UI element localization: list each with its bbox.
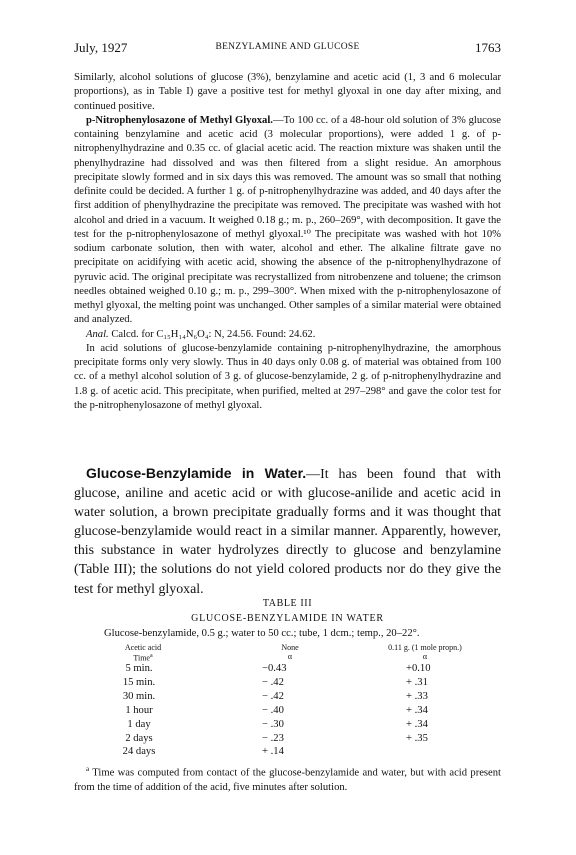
col-acid-header — [370, 643, 480, 661]
footnote-mark: a — [86, 765, 90, 773]
paragraph-acid-solutions: In acid solutions of glucose-benzylamide containing p-nitrophenylhydrazine, the amorphous precipitate forms only very slowly. Thus in 40 days only 0.08 g. of material was obtained from 100 cc. of a methyl alcohol solution of 3 g. of glucose-benzylamide, 2 g. of p-nitrophenylhydrazine and 1.8 g. of acetic acid. This precipitate, when purified, melted at 297–298° and gave the color test for the p-nitrophenylosazone of methyl glyoxal. — [74, 342, 501, 411]
col-none-header-line2: α — [287, 652, 293, 661]
section-title: Glucose-Benzylamide in Water. — [86, 465, 307, 481]
table-cell-time: 1 hour — [125, 704, 153, 716]
footnote-text: Time was computed from contact of the glucose-benzylamide and water, but with acid present from the time of addition of the acid, five minutes after solution. — [74, 767, 501, 793]
analysis-line — [74, 328, 501, 342]
table-cell-acid: + .34 — [406, 704, 428, 716]
table-cell-acid: + .31 — [406, 676, 428, 688]
osazone-heading: p-Nitrophenylosazone of Methyl Glyoxal. — [86, 114, 273, 126]
table-cell-none: − .40 — [262, 704, 284, 716]
table-conditions: Glucose-benzylamide, 0.5 g.; water to 50 cc.; tube, 1 dcm.; temp., 20–22°. — [104, 628, 420, 639]
table-cell-time: 15 min. — [122, 676, 156, 688]
col-acid-header-line2: α — [422, 652, 428, 661]
table-cell-none: −0.43 — [262, 663, 287, 674]
glucose-benzylamide-section — [74, 464, 501, 599]
table-cell-time: 30 min. — [122, 690, 156, 702]
analysis-label: Anal. — [86, 328, 109, 340]
table-caption: TABLE III — [262, 598, 313, 609]
table-cell-time: 5 min. — [125, 663, 153, 674]
paragraph-alcohol-solutions: Similarly, alcohol solutions of glucose (3%), benzylamine and acetic acid (1, 3 and 6 molecular proportions), as in Table I) gave a positive test for methyl glyoxal in one day after mixing, and continued positive. — [74, 72, 501, 112]
page-number: 1763 — [475, 40, 501, 55]
col-none-header — [260, 643, 320, 661]
header-date: July, 1927 — [74, 40, 128, 55]
col-acid-header-line1: 0.11 g. (1 mole propn.) — [388, 643, 462, 652]
table-cell-time: 2 days — [125, 732, 153, 744]
table-cell-acid: + .34 — [406, 718, 428, 730]
table-cell-none: − .42 — [262, 690, 284, 702]
table-cell-none: − .30 — [262, 718, 284, 730]
osazone-text: —To 100 cc. of a 48-hour old solution of 3% glucose containing benzylamine and acetic acid (3 molecular proportions), were added 1 g. of p-nitrophenylhydrazine and 0.35 cc. of glacial acetic acid. The reaction mixture was shaken until the phenylhydrazine had dissolved and was then filtered from a slight residue. An amorphous precipitate slowly formed and in six days this was removed. The amount was so small that nothing definite could be decided. A further 1 g. of p-nitrophenylhydrazine was added, and 40 days after the first addition of phenylhydrazine the precipitate was removed. The precipitate was washed with hot alcohol and dried in a vacuum. It weighed 0.18 g.; m. p., 260–269°, with decomposition. It gave the test for the p-nitrophenylosazone of methyl glyoxal.¹⁰ The precipitate was washed with hot 10% sodium carbonate solution, then with water, alcohol and ether. The alkaline filtrate gave no precipitate on acidifying with acetic acid, showing the absence of the p-nitrophenylhydrazone of pyruvic acid. The original precipitate was recrystallized from nitrobenzene and toluene; the crimson needles obtained weighed 0.10 g.; m. p., 299–300°. When mixed with the p-nitrophenylosazone of methyl glyoxal, the melting point was unchanged. Other samples of a similar material were obtained and analyzed. — [74, 114, 501, 326]
table-cell-none: − .42 — [262, 676, 284, 688]
paragraph-osazone — [74, 114, 501, 328]
col-time-header-line1: Acetic acid — [124, 643, 162, 652]
table-cell-time: 1 day — [127, 718, 151, 730]
section-body: —It has been found that with glucose, aniline and acetic acid or with glucose-anilide and acetic acid in water solution, a brown precipitate gradually forms and it was thought that glucose-benzylamide would react in a similar manner. Apparently, however, this substance in water hydrolyzes directly to glucose and benzylamine (Table III); the solutions do not yield colored products nor do they give the test for methyl glyoxal. — [74, 467, 501, 597]
running-header — [74, 40, 501, 56]
header-title: BENZYLAMINE AND GLUCOSE — [215, 42, 360, 52]
table-cell-none: − .23 — [262, 732, 284, 744]
col-none-header-line1: None — [281, 643, 299, 652]
analysis-values: Calcd. for C₁₅H₁₄N₆O₄: N, 24.56. Found: 24.62. — [111, 328, 316, 340]
col-time-header — [113, 643, 173, 663]
col-time-header-line2: Time$^a$ — [133, 653, 153, 663]
table-cell-acid: +0.10 — [406, 663, 431, 674]
table-cell-acid: + .35 — [406, 732, 428, 744]
table-cell-none: + .14 — [262, 746, 284, 758]
table-subtitle: GLUCOSE-BENZYLAMIDE IN WATER — [191, 613, 384, 624]
section-paragraph — [74, 464, 501, 599]
table-cell-acid: + .33 — [406, 690, 428, 702]
table-cell-time: 24 days — [122, 746, 156, 758]
experimental-section — [74, 71, 501, 413]
table-footnote — [74, 762, 501, 795]
